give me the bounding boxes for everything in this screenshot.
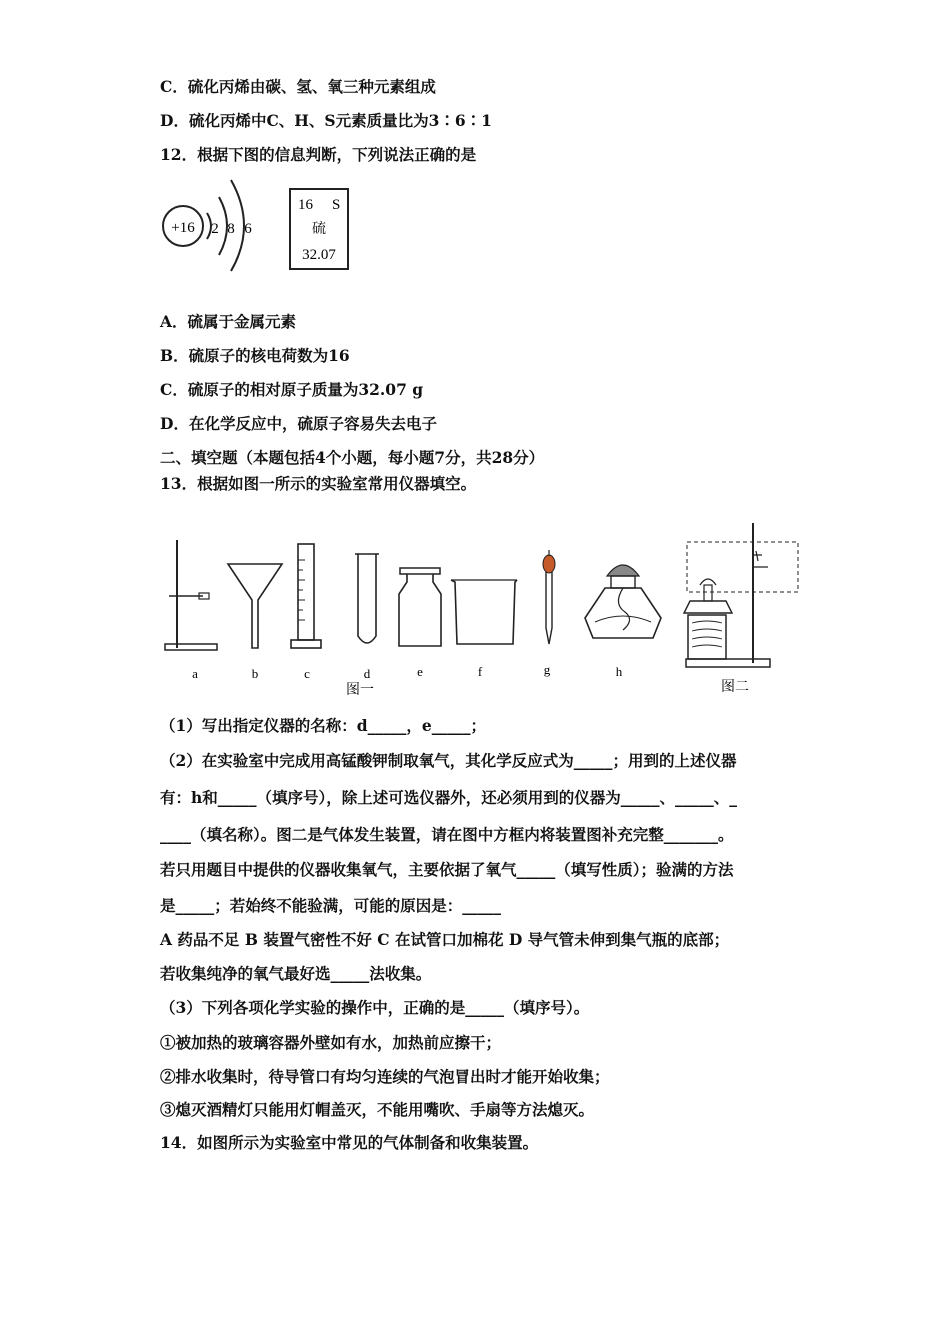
label-d: d	[363, 666, 371, 681]
gas-bottle-drawing	[399, 568, 441, 646]
q13-part2-line6: 若收集纯净的氧气最好选_____法收集。	[160, 964, 432, 983]
q14-stem: 14．如图所示为实验室中常见的气体制备和收集装置。	[160, 1133, 539, 1152]
label-a: a	[192, 666, 198, 681]
stand-base	[686, 659, 770, 667]
shell-electrons-2: 8	[227, 221, 235, 237]
alcohol-lamp-drawing	[585, 565, 661, 638]
element-atomic-number: 16	[298, 197, 313, 213]
q12-option-b: B．硫原子的核电荷数为16	[160, 346, 350, 365]
q13-part3-item1: ①被加热的玻璃容器外壁如有水，加热前应擦干；	[160, 1033, 502, 1052]
label-g: g	[543, 662, 551, 677]
q13-part2-line3: ____（填名称）。图二是气体发生装置，请在图中方框内将装置图补充完整_______。	[160, 825, 734, 844]
q13-part3: （3）下列各项化学实验的操作中，正确的是_____（填序号）。	[160, 998, 590, 1017]
clamp	[752, 551, 768, 567]
q13-part2-line1: （2）在实验室中完成用高锰酸钾制取氧气，其化学反应式为_____；用到的上述仪器	[160, 751, 737, 770]
lamp-flame	[700, 579, 716, 585]
section-heading: 二、填空题（本题包括4个小题，每小题7分，共28分）	[160, 448, 545, 467]
element-symbol: S	[332, 197, 341, 213]
q13-part2-line4: 若只用题目中提供的仪器收集氧气，主要依据了氧气_____（填写性质）；验满的方法	[160, 860, 734, 879]
q12-stem: 12．根据下图的信息判断，下列说法正确的是	[160, 145, 477, 164]
iron-stand-drawing	[165, 540, 217, 650]
funnel-drawing	[228, 564, 282, 648]
label-e: e	[417, 664, 423, 679]
figure-one-apparatus	[155, 520, 675, 700]
test-tube-drawing	[355, 554, 379, 643]
element-mass: 32.07	[302, 247, 336, 263]
label-h: h	[615, 664, 623, 679]
q13-part3-item2: ②排水收集时，待导管口有均匀连续的气泡冒出时才能开始收集；	[160, 1067, 610, 1086]
label-f: f	[477, 664, 483, 679]
figure-one-caption: 图一	[346, 682, 374, 698]
shell-electrons-3: 6	[244, 221, 252, 237]
shell-electrons-1: 2	[211, 221, 219, 237]
graduated-cylinder-drawing	[291, 544, 321, 648]
figure-two-apparatus	[680, 515, 810, 700]
q13-part3-item3: ③熄灭酒精灯只能用灯帽盖灭，不能用嘴吹、手扇等方法熄灭。	[160, 1100, 595, 1119]
dropper-drawing	[543, 550, 555, 644]
q11-option-c: C．硫化丙烯由碳、氢、氧三种元素组成	[160, 77, 436, 96]
q12-option-d: D．在化学反应中，硫原子容易失去电子	[160, 414, 437, 433]
label-c: c	[304, 666, 310, 681]
figure-two-caption: 图二	[721, 679, 749, 695]
q12-option-a: A．硫属于金属元素	[160, 312, 297, 331]
sulfur-atom-figure	[155, 175, 355, 275]
q13-part2-line5: 是_____；若始终不能验满，可能的原因是：_____	[160, 896, 502, 915]
label-b: b	[251, 666, 259, 681]
q13-part1: （1）写出指定仪器的名称：d_____，e_____；	[160, 716, 486, 735]
q12-option-c: C．硫原子的相对原子质量为32.07 g	[160, 380, 424, 399]
figure-one-labels	[192, 662, 623, 681]
beaker-drawing	[451, 580, 517, 644]
element-name: 硫	[312, 221, 326, 237]
nucleus-charge: +16	[171, 220, 195, 236]
q13-stem: 13．根据如图一所示的实验室常用仪器填空。	[160, 474, 477, 493]
shell-arc-2	[219, 197, 227, 255]
q11-option-d: D．硫化丙烯中C、H、S元素质量比为3∶6∶1	[160, 111, 492, 130]
lamp-body	[684, 601, 732, 613]
q13-part2-line2: 有：h和_____（填序号），除上述可选仪器外，还必须用到的仪器为_____、_____、_	[160, 788, 738, 807]
lamp-wick	[704, 585, 712, 601]
q13-options: A 药品不足 B 装置气密性不好 C 在试管口加棉花 D 导气管未伸到集气瓶的底部；	[160, 930, 730, 949]
